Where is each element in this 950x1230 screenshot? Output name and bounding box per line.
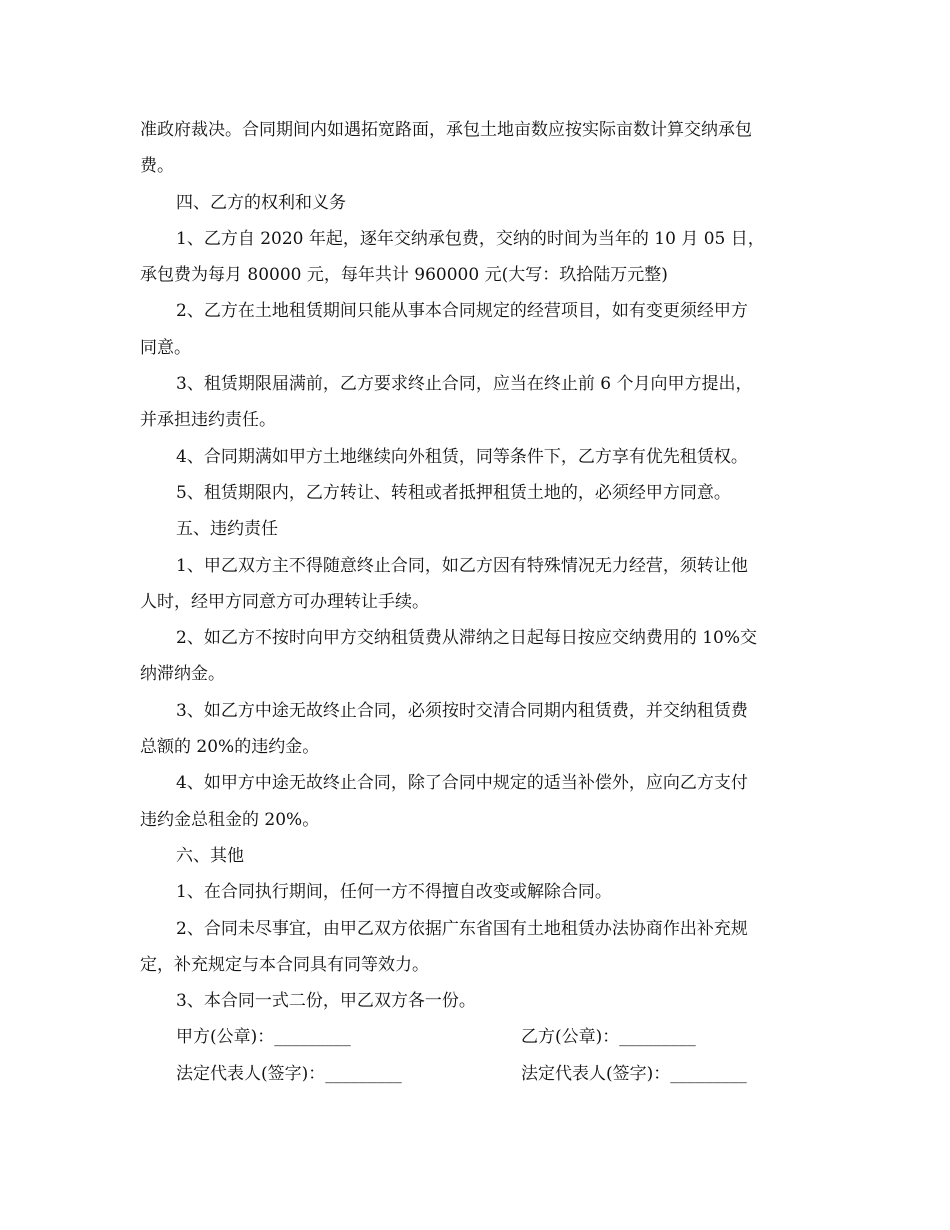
text-line: 1、甲乙双方主不得随意终止合同，如乙方因有特殊情况无力经营，须转让他 xyxy=(176,555,748,576)
text-line: 五、违约责任 xyxy=(176,519,278,540)
text-line: 同意。 xyxy=(140,337,191,358)
party-a-representative-field: 法定代表人(签字)：_________ xyxy=(176,1063,402,1084)
text-line: 1、乙方自 2020 年起，逐年交纳承包费，交纳的时间为当年的 10 月 05 日， xyxy=(176,228,765,249)
text-line: 4、合同期满如甲方土地继续向外租赁，同等条件下，乙方享有优先租赁权。 xyxy=(176,446,748,467)
text-line: 总额的 20%的违约金。 xyxy=(140,737,320,758)
text-line: 并承担违约责任。 xyxy=(140,410,276,431)
text-line: 3、租赁期限届满前，乙方要求终止合同，应当在终止前 6 个月向甲方提出， xyxy=(176,374,753,395)
contract-body xyxy=(140,112,810,1019)
text-line: 费。 xyxy=(140,156,174,177)
text-line: 5、租赁期限内，乙方转让、转租或者抵押租赁土地的，必须经甲方同意。 xyxy=(176,482,731,503)
text-line: 2、乙方在土地租赁期间只能从事本合同规定的经营项目，如有变更须经甲方 xyxy=(176,301,748,322)
text-line: 四、乙方的权利和义务 xyxy=(176,192,346,213)
text-line: 人时，经甲方同意方可办理转让手续。 xyxy=(140,591,429,612)
text-line: 1、在合同执行期间，任何一方不得擅自改变或解除合同。 xyxy=(176,882,612,903)
signature-row-representative xyxy=(140,1056,810,1092)
text-line: 定，补充规定与本合同具有同等效力。 xyxy=(140,954,429,975)
text-line: 六、其他 xyxy=(176,845,244,866)
party-a-seal-field: 甲方(公章)：_________ xyxy=(176,1027,351,1048)
text-line: 3、本合同一式二份，甲乙双方各一份。 xyxy=(176,991,476,1012)
text-line: 4、如甲方中途无故终止合同，除了合同中规定的适当补偿外，应向乙方支付 xyxy=(176,773,748,794)
text-line: 违约金总租金的 20%。 xyxy=(140,809,320,830)
party-b-representative-field: 法定代表人(签字)：_________ xyxy=(521,1063,747,1084)
text-line: 纳滞纳金。 xyxy=(140,664,225,685)
text-line: 准政府裁决。合同期间内如遇拓宽路面，承包土地亩数应按实际亩数计算交纳承包 xyxy=(140,120,752,140)
contract-page xyxy=(140,112,810,1092)
text-line: 2、如乙方不按时向甲方交纳租赁费从滞纳之日起每日按应交纳费用的 10%交 xyxy=(176,628,758,649)
signature-row-seal xyxy=(140,1019,810,1055)
party-b-seal-field: 乙方(公章)：_________ xyxy=(521,1027,696,1048)
text-line: 2、合同未尽事宜，由甲乙双方依据广东省国有土地租赁办法协商作出补充规 xyxy=(176,918,748,939)
text-line: 承包费为每月 80000 元，每年共计 960000 元(大写：玖拾陆万元整) xyxy=(140,265,668,286)
text-line: 3、如乙方中途无故终止合同，必须按时交清合同期内租赁费，并交纳租赁费 xyxy=(176,700,748,721)
